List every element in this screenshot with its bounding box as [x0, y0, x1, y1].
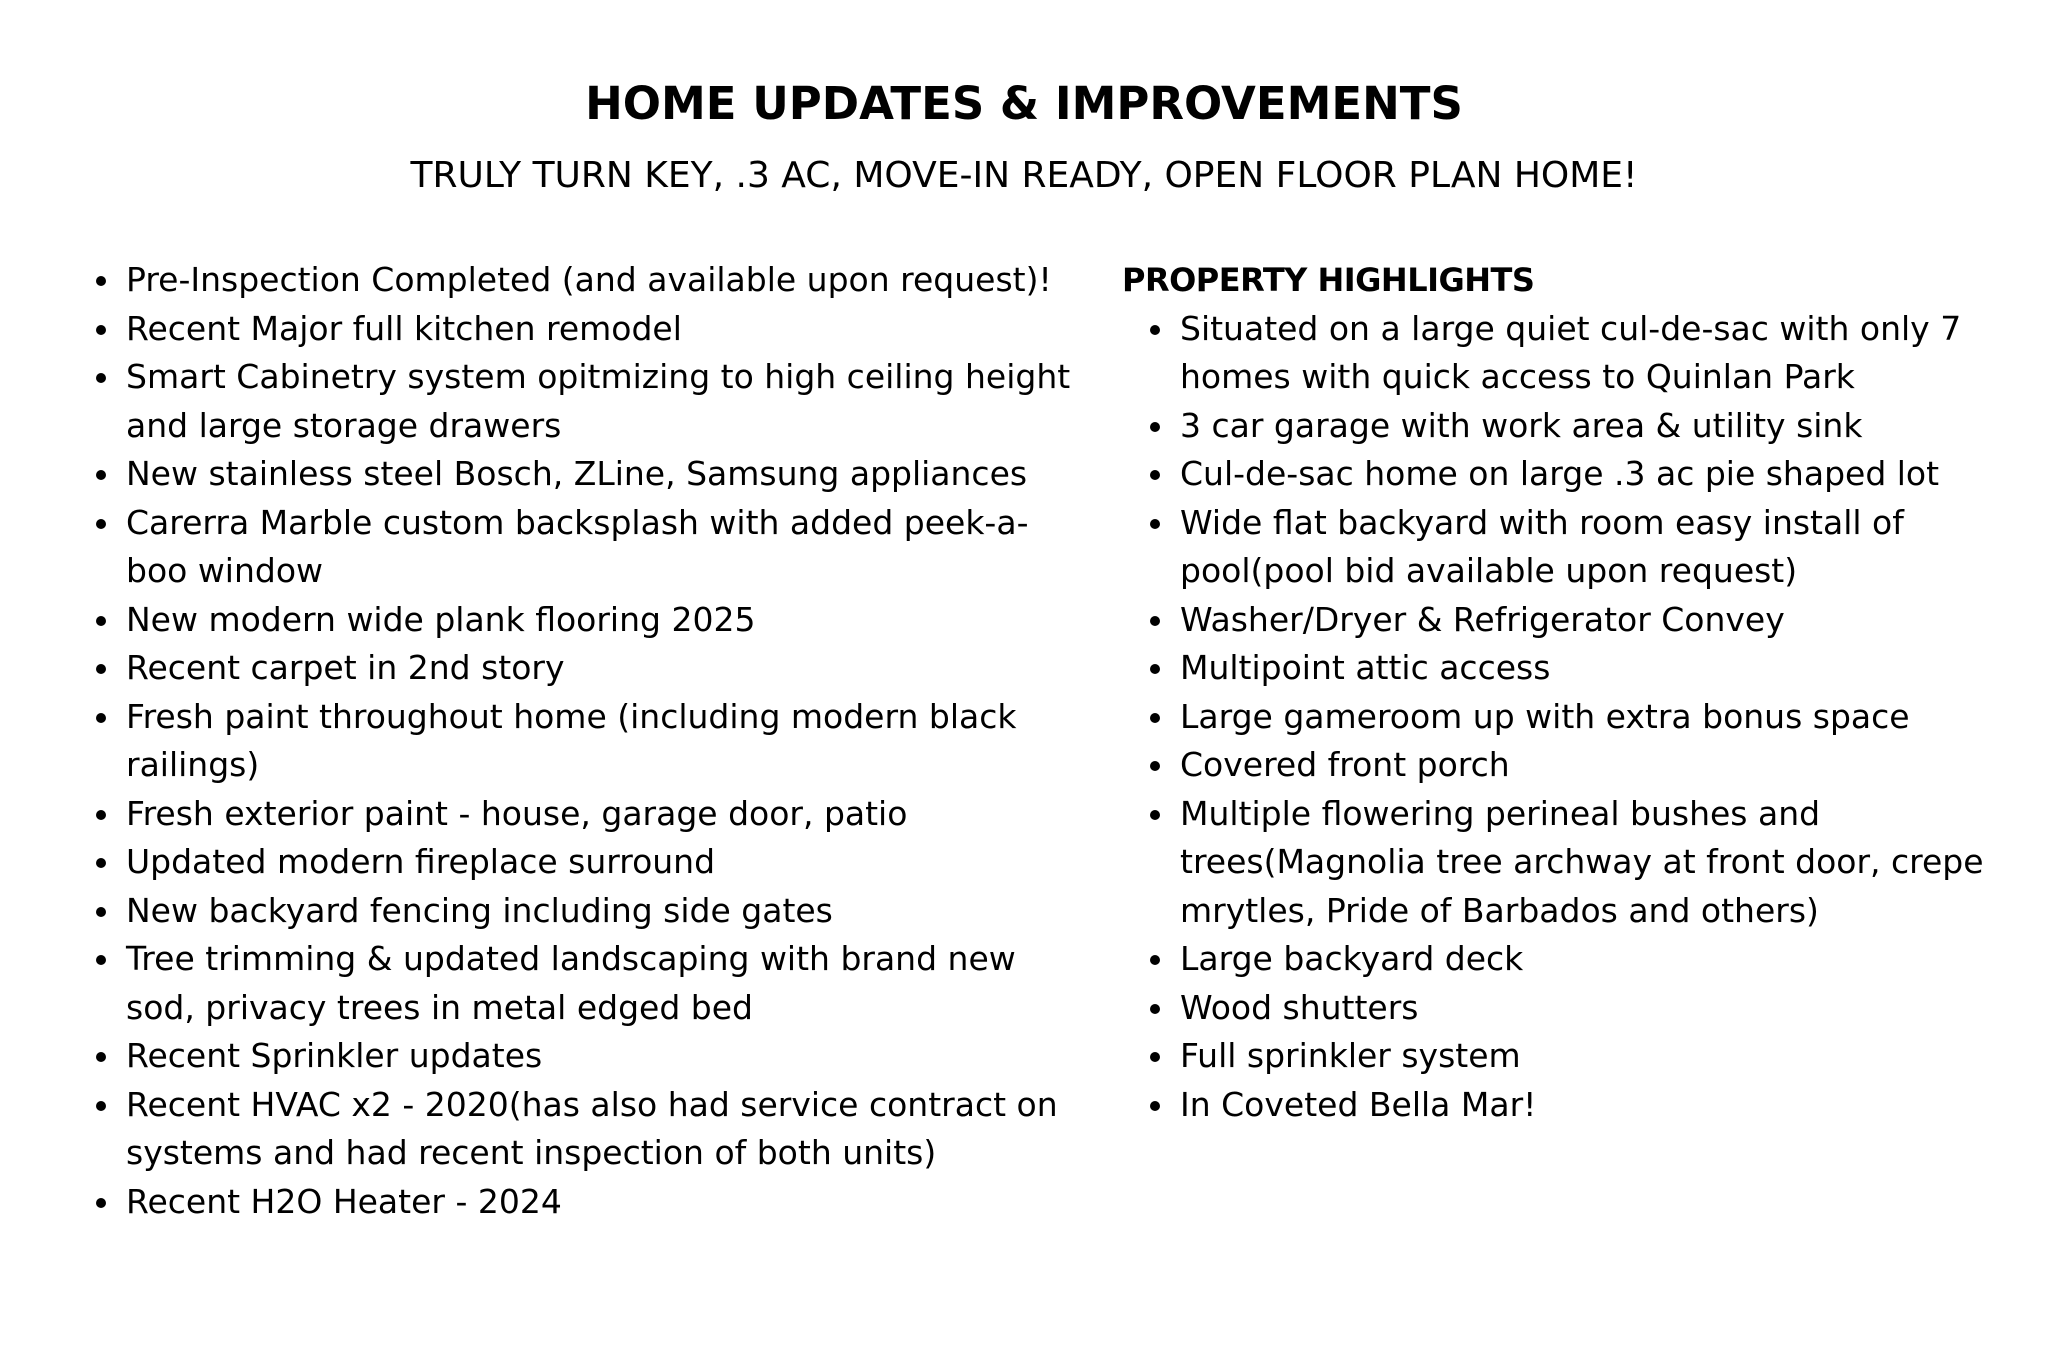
- bullet-icon: [96, 325, 106, 335]
- list-item-text: Recent Major full kitchen remodel: [126, 308, 682, 348]
- list-item-text: 3 car garage with work area & utility sink: [1180, 405, 1863, 445]
- page-title: HOME UPDATES & IMPROVEMENTS: [585, 77, 1463, 130]
- bullet-icon: [96, 907, 106, 917]
- list-item: [1122, 790, 2002, 936]
- bullet-icon: [1150, 1004, 1160, 1014]
- list-item: [96, 305, 1081, 354]
- list-item: [1122, 741, 2002, 790]
- list-item-text: Fresh exterior paint - house, garage door, patio: [126, 793, 908, 833]
- bullet-icon: [96, 664, 106, 674]
- bullet-icon: [96, 955, 106, 965]
- list-item-text: New backyard fencing including side gates: [126, 890, 833, 930]
- list-item-text: Wood shutters: [1180, 987, 1419, 1027]
- bullet-icon: [1150, 761, 1160, 771]
- list-item-text: Tree trimming & updated landscaping with brand new sod, privacy trees in metal edged bed: [126, 939, 1016, 1027]
- list-item: [96, 1178, 1081, 1227]
- highlights-column: [1122, 256, 2002, 1129]
- list-item-text: Recent Sprinkler updates: [126, 1036, 543, 1075]
- list-item-text: Smart Cabinetry system opitmizing to high ceiling height and large storage drawers: [126, 357, 1071, 445]
- bullet-icon: [1150, 470, 1160, 480]
- bullet-icon: [1150, 664, 1160, 674]
- list-item-text: Large gameroom up with extra bonus space: [1180, 696, 1910, 736]
- bullet-icon: [1150, 422, 1160, 432]
- list-item: [96, 596, 1081, 645]
- list-item: [96, 1032, 1081, 1081]
- page-subtitle: TRULY TURN KEY, .3 AC, MOVE-IN READY, OPEN FLOOR PLAN HOME!: [410, 155, 1638, 196]
- list-item: [1122, 1081, 2002, 1130]
- list-item: [1122, 644, 2002, 693]
- list-item: [1122, 596, 2002, 645]
- bullet-icon: [96, 373, 106, 383]
- list-item: [1122, 402, 2002, 451]
- list-item-text: In Coveted Bella Mar!: [1180, 1084, 1537, 1124]
- list-item-text: Fresh paint throughout home (including modern black railings): [126, 696, 1017, 784]
- bullet-icon: [96, 616, 106, 626]
- list-item-text: Updated modern fireplace surround: [126, 842, 716, 881]
- list-item: [1122, 693, 2002, 742]
- list-item-text: Recent carpet in 2nd story: [126, 648, 565, 687]
- list-item: [1122, 1032, 2002, 1081]
- list-item-text: Multipoint attic access: [1180, 648, 1551, 687]
- highlights-list: [1122, 305, 2002, 1130]
- list-item-text: Wide flat backyard with room easy install of pool(pool bid available upon request): [1180, 502, 1904, 590]
- list-item: [96, 256, 1081, 305]
- bullet-icon: [1150, 325, 1160, 335]
- bullet-icon: [96, 858, 106, 868]
- list-item: [1122, 984, 2002, 1033]
- updates-list: [96, 256, 1081, 1226]
- bullet-icon: [1150, 1052, 1160, 1062]
- list-item-text: Cul-de-sac home on large .3 ac pie shaped lot: [1180, 454, 1940, 493]
- list-item: [96, 838, 1081, 887]
- bullet-icon: [96, 276, 106, 286]
- list-item-text: Large backyard deck: [1180, 939, 1524, 978]
- list-item-text: Multiple flowering perineal bushes and trees(Magnolia tree archway at front door, crepe mrytles, Pride of Barbados and others): [1180, 793, 1984, 930]
- list-item-text: Pre-Inspection Completed (and available upon request)!: [126, 260, 1052, 299]
- bullet-icon: [1150, 955, 1160, 965]
- list-item: [1122, 305, 2002, 402]
- bullet-icon: [96, 1052, 106, 1062]
- list-item: [96, 935, 1081, 1032]
- list-item: [96, 499, 1081, 596]
- list-item: [96, 693, 1081, 790]
- list-item-text: Covered front porch: [1180, 745, 1510, 784]
- bullet-icon: [96, 810, 106, 820]
- list-item: [1122, 499, 2002, 596]
- list-item-text: Full sprinkler system: [1180, 1036, 1521, 1075]
- list-item: [96, 644, 1081, 693]
- list-item: [96, 450, 1081, 499]
- bullet-icon: [96, 713, 106, 723]
- bullet-icon: [96, 519, 106, 529]
- bullet-icon: [1150, 1101, 1160, 1111]
- list-item: [1122, 935, 2002, 984]
- list-item-text: Recent HVAC x2 - 2020(has also had service contract on systems and had recent inspection of both units): [126, 1084, 1058, 1172]
- list-item-text: New modern wide plank flooring 2025: [126, 599, 756, 639]
- bullet-icon: [96, 470, 106, 480]
- list-item: [96, 790, 1081, 839]
- list-item-text: Recent H2O Heater - 2024: [126, 1181, 562, 1221]
- list-item: [96, 353, 1081, 450]
- bullet-icon: [96, 1101, 106, 1111]
- bullet-icon: [1150, 616, 1160, 626]
- highlights-heading: PROPERTY HIGHLIGHTS: [1122, 261, 1535, 299]
- list-item-text: Washer/Dryer & Refrigerator Convey: [1180, 599, 1785, 639]
- bullet-icon: [1150, 713, 1160, 723]
- bullet-icon: [1150, 519, 1160, 529]
- list-item: [1122, 450, 2002, 499]
- bullet-icon: [96, 1198, 106, 1208]
- list-item-text: Carerra Marble custom backsplash with added peek-a-boo window: [126, 502, 1029, 590]
- updates-column: [96, 256, 1081, 1226]
- list-item-text: Situated on a large quiet cul-de-sac with only 7 homes with quick access to Quinlan Park: [1180, 308, 1962, 396]
- list-item: [96, 1081, 1081, 1178]
- bullet-icon: [1150, 810, 1160, 820]
- list-item: [96, 887, 1081, 936]
- list-item-text: New stainless steel Bosch, ZLine, Samsung appliances: [126, 454, 1028, 493]
